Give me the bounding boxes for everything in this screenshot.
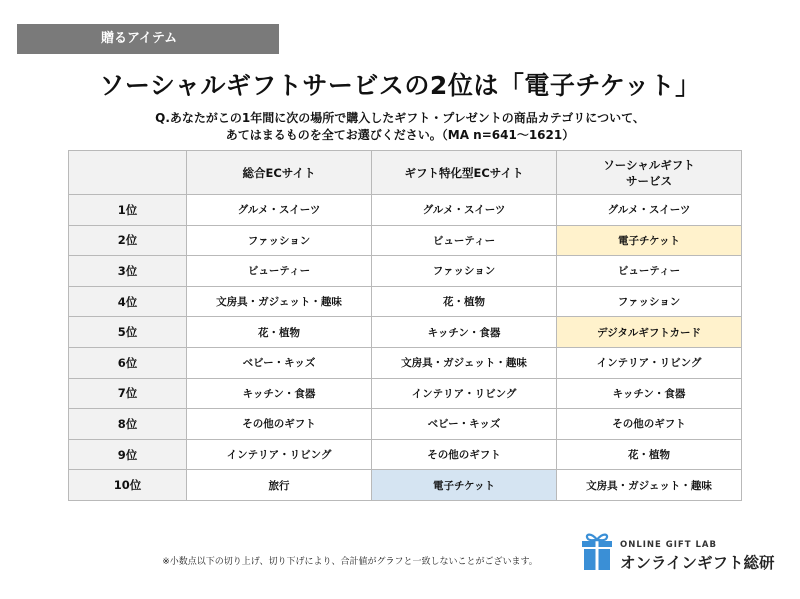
general-ec-cell: 文房具・ガジェット・趣味 (187, 286, 372, 317)
social-gift-cell: キッチン・食器 (557, 378, 742, 409)
gift-ec-cell: インテリア・リビング (372, 378, 557, 409)
gift-ec-cell: ベビー・キッズ (372, 409, 557, 440)
survey-question (0, 110, 800, 144)
gift-ec-cell: その他のギフト (372, 439, 557, 470)
gift-ec-cell: グルメ・スイーツ (372, 195, 557, 226)
ranking-table (68, 150, 742, 501)
table-row (69, 286, 742, 317)
table-row (69, 409, 742, 440)
general-ec-cell: ベビー・キッズ (187, 347, 372, 378)
gift-box-icon (580, 531, 614, 571)
rank-cell: 6位 (69, 347, 187, 378)
rank-cell: 10位 (69, 470, 187, 501)
table-row (69, 317, 742, 348)
table-row (69, 378, 742, 409)
table-row (69, 470, 742, 501)
general-ec-cell: キッチン・食器 (187, 378, 372, 409)
gift-ec-cell: 花・植物 (372, 286, 557, 317)
header-rank (69, 151, 187, 195)
header-gift-ec: ギフト特化型ECサイト (372, 151, 557, 195)
gift-ec-cell: ビューティー (372, 225, 557, 256)
table-row (69, 347, 742, 378)
table-row (69, 225, 742, 256)
gift-ec-cell: ファッション (372, 256, 557, 287)
general-ec-cell: インテリア・リビング (187, 439, 372, 470)
table-row (69, 256, 742, 287)
general-ec-cell: 旅行 (187, 470, 372, 501)
social-gift-cell: その他のギフト (557, 409, 742, 440)
rank-cell: 1位 (69, 195, 187, 226)
social-gift-cell: ビューティー (557, 256, 742, 287)
rank-cell: 9位 (69, 439, 187, 470)
rank-cell: 2位 (69, 225, 187, 256)
header-social-gift-line-2: サービス (626, 173, 672, 188)
general-ec-cell: その他のギフト (187, 409, 372, 440)
table-row (69, 195, 742, 226)
general-ec-cell: ファッション (187, 225, 372, 256)
social-gift-cell: グルメ・スイーツ (557, 195, 742, 226)
question-line-2: あてはまるものを全てお選びください。（MA n=641～1621） (225, 128, 575, 142)
gift-ec-cell: 文房具・ガジェット・趣味 (372, 347, 557, 378)
page-title: ソーシャルギフトサービスの2位は「電子チケット」 (99, 71, 701, 100)
header-social-gift (557, 151, 742, 195)
brand-logo (580, 531, 795, 579)
gift-ec-cell: キッチン・食器 (372, 317, 557, 348)
gift-ec-cell-highlighted: 電子チケット (372, 470, 557, 501)
question-line-1: Q.あなたがこの1年間に次の場所で購入したギフト・プレゼントの商品カテゴリについて、 (155, 111, 645, 125)
logo-japanese-text: オンラインギフト総研 (620, 554, 775, 572)
section-tag: 贈るアイテム (17, 24, 279, 54)
footnote: ※小数点以下の切り上げ、切り下げにより、合計値がグラフと一致しないことがございます。 (162, 557, 538, 567)
social-gift-cell: 花・植物 (557, 439, 742, 470)
social-gift-cell: インテリア・リビング (557, 347, 742, 378)
table-header-row (69, 151, 742, 195)
general-ec-cell: 花・植物 (187, 317, 372, 348)
rank-cell: 8位 (69, 409, 187, 440)
general-ec-cell: ビューティー (187, 256, 372, 287)
header-social-gift-line-1: ソーシャルギフト (603, 157, 695, 172)
social-gift-cell-highlighted: 電子チケット (557, 225, 742, 256)
header-general-ec: 総合ECサイト (187, 151, 372, 195)
table-row (69, 439, 742, 470)
rank-cell: 3位 (69, 256, 187, 287)
logo-english-text: ONLINE GIFT LAB (620, 540, 717, 550)
rank-cell: 5位 (69, 317, 187, 348)
social-gift-cell-highlighted: デジタルギフトカード (557, 317, 742, 348)
social-gift-cell: ファッション (557, 286, 742, 317)
general-ec-cell: グルメ・スイーツ (187, 195, 372, 226)
rank-cell: 7位 (69, 378, 187, 409)
rank-cell: 4位 (69, 286, 187, 317)
social-gift-cell: 文房具・ガジェット・趣味 (557, 470, 742, 501)
